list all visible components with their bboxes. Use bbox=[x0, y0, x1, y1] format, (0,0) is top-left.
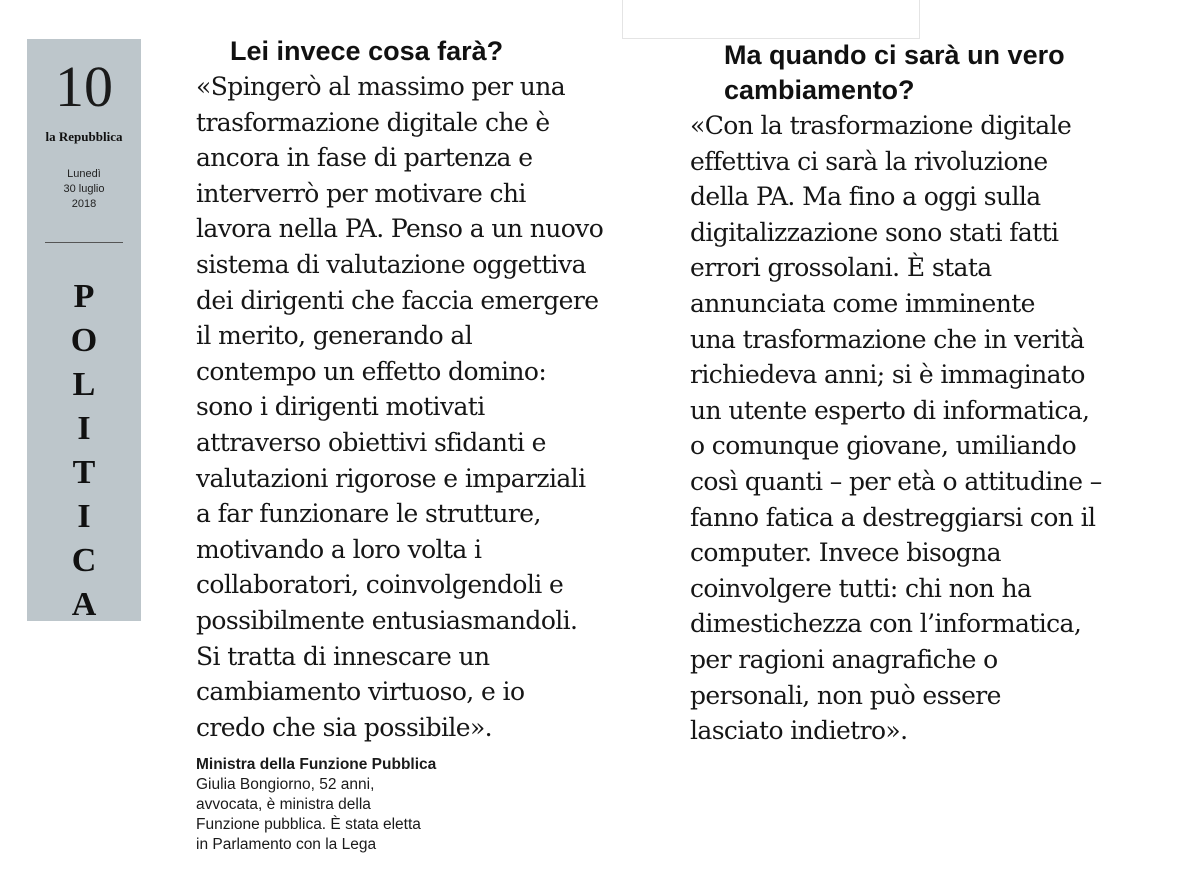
answer-line: fanno fatica a destreggiarsi con il bbox=[690, 502, 1096, 532]
answer-line: a far funzionare le strutture, bbox=[196, 499, 541, 529]
answer-line: possibilmente entusiasmandoli. bbox=[196, 605, 578, 635]
right-question bbox=[690, 38, 1160, 108]
answer-line: lasciato indietro». bbox=[690, 716, 908, 746]
section-letter: I bbox=[77, 498, 91, 535]
section-label bbox=[27, 275, 141, 627]
answer-line: personali, non può essere bbox=[690, 680, 1001, 710]
answer-line: richiedeva anni; si è immaginato bbox=[690, 360, 1085, 390]
answer-line: collaboratori, coinvolgendoli e bbox=[196, 570, 564, 600]
answer-line: effettiva ci sarà la rivoluzione bbox=[690, 146, 1048, 176]
top-blank-box bbox=[622, 0, 920, 39]
bio-line: Giulia Bongiorno, 52 anni, bbox=[196, 776, 375, 793]
section-letter: P bbox=[73, 278, 95, 315]
answer-line: trasformazione digitale che è bbox=[196, 107, 550, 137]
answer-line: coinvolgere tutti: chi non ha bbox=[690, 573, 1032, 603]
date-weekday: Lunedì bbox=[67, 168, 101, 180]
answer-line: cambiamento virtuoso, e io bbox=[196, 677, 525, 707]
sidebar-divider bbox=[45, 242, 123, 243]
answer-line: lavora nella PA. Penso a un nuovo bbox=[196, 214, 604, 244]
answer-line: contempo un effetto domino: bbox=[196, 356, 547, 386]
answer-line: così quanti – per età o attitudine – bbox=[690, 466, 1102, 496]
section-letter: C bbox=[71, 542, 97, 579]
answer-line: valutazioni rigorose e imparziali bbox=[196, 463, 586, 493]
issue-date bbox=[27, 167, 141, 212]
bio-line: in Parlamento con la Lega bbox=[196, 836, 377, 853]
answer-line: errori grossolani. È stata bbox=[690, 253, 992, 283]
question-line: cambiamento? bbox=[724, 75, 915, 105]
answer-line: motivando a loro volta i bbox=[196, 534, 482, 564]
right-answer bbox=[690, 108, 1160, 749]
date-year: 2018 bbox=[71, 198, 97, 210]
question-line: Ma quando ci sarà un vero bbox=[724, 40, 1065, 70]
answer-line: annunciata come imminente bbox=[690, 288, 1035, 318]
answer-line: credo che sia possibile». bbox=[196, 712, 493, 742]
page-number: 10 bbox=[55, 54, 113, 119]
section-letter: T bbox=[72, 454, 96, 491]
answer-line: Si tratta di innescare un bbox=[196, 641, 490, 671]
left-column bbox=[196, 34, 666, 745]
answer-line: digitalizzazione sono stati fatti bbox=[690, 217, 1059, 247]
answer-line: o comunque giovane, umiliando bbox=[690, 431, 1077, 461]
newspaper-name: la Repubblica bbox=[45, 129, 123, 144]
section-letter: I bbox=[77, 410, 91, 447]
answer-line: attraverso obiettivi sfidanti e bbox=[196, 427, 546, 457]
answer-line: dimestichezza con l’informatica, bbox=[690, 609, 1082, 639]
answer-line: il merito, generando al bbox=[196, 321, 473, 351]
section-letter: O bbox=[70, 322, 98, 359]
left-question: Lei invece cosa farà? bbox=[230, 36, 504, 66]
answer-line: sono i dirigenti motivati bbox=[196, 392, 485, 422]
answer-line: computer. Invece bisogna bbox=[690, 538, 1001, 568]
answer-line: ancora in fase di partenza e bbox=[196, 143, 533, 173]
section-letter: L bbox=[72, 366, 96, 403]
answer-line: interverrò per motivare chi bbox=[196, 178, 526, 208]
bio-title: Ministra della Funzione Pubblica bbox=[196, 756, 437, 773]
answer-line: una trasformazione che in verità bbox=[690, 324, 1085, 354]
bio-line: avvocata, è ministra della bbox=[196, 796, 371, 813]
answer-line: un utente esperto di informatica, bbox=[690, 395, 1090, 425]
answer-line: per ragioni anagrafiche o bbox=[690, 644, 998, 674]
bio-line: Funzione pubblica. È stata eletta bbox=[196, 816, 421, 833]
section-letter: A bbox=[71, 586, 97, 623]
date-day-month: 30 luglio bbox=[63, 183, 105, 195]
answer-line: dei dirigenti che faccia emergere bbox=[196, 285, 599, 315]
left-answer bbox=[196, 69, 666, 745]
right-column bbox=[690, 38, 1160, 749]
section-sidebar bbox=[27, 39, 141, 621]
answer-line: della PA. Ma fino a oggi sulla bbox=[690, 182, 1041, 212]
answer-line: «Con la trasformazione digitale bbox=[690, 111, 1072, 140]
minister-bio bbox=[196, 755, 496, 855]
answer-line: sistema di valutazione oggettiva bbox=[196, 249, 586, 279]
answer-line: «Spingerò al massimo per una bbox=[196, 72, 566, 101]
